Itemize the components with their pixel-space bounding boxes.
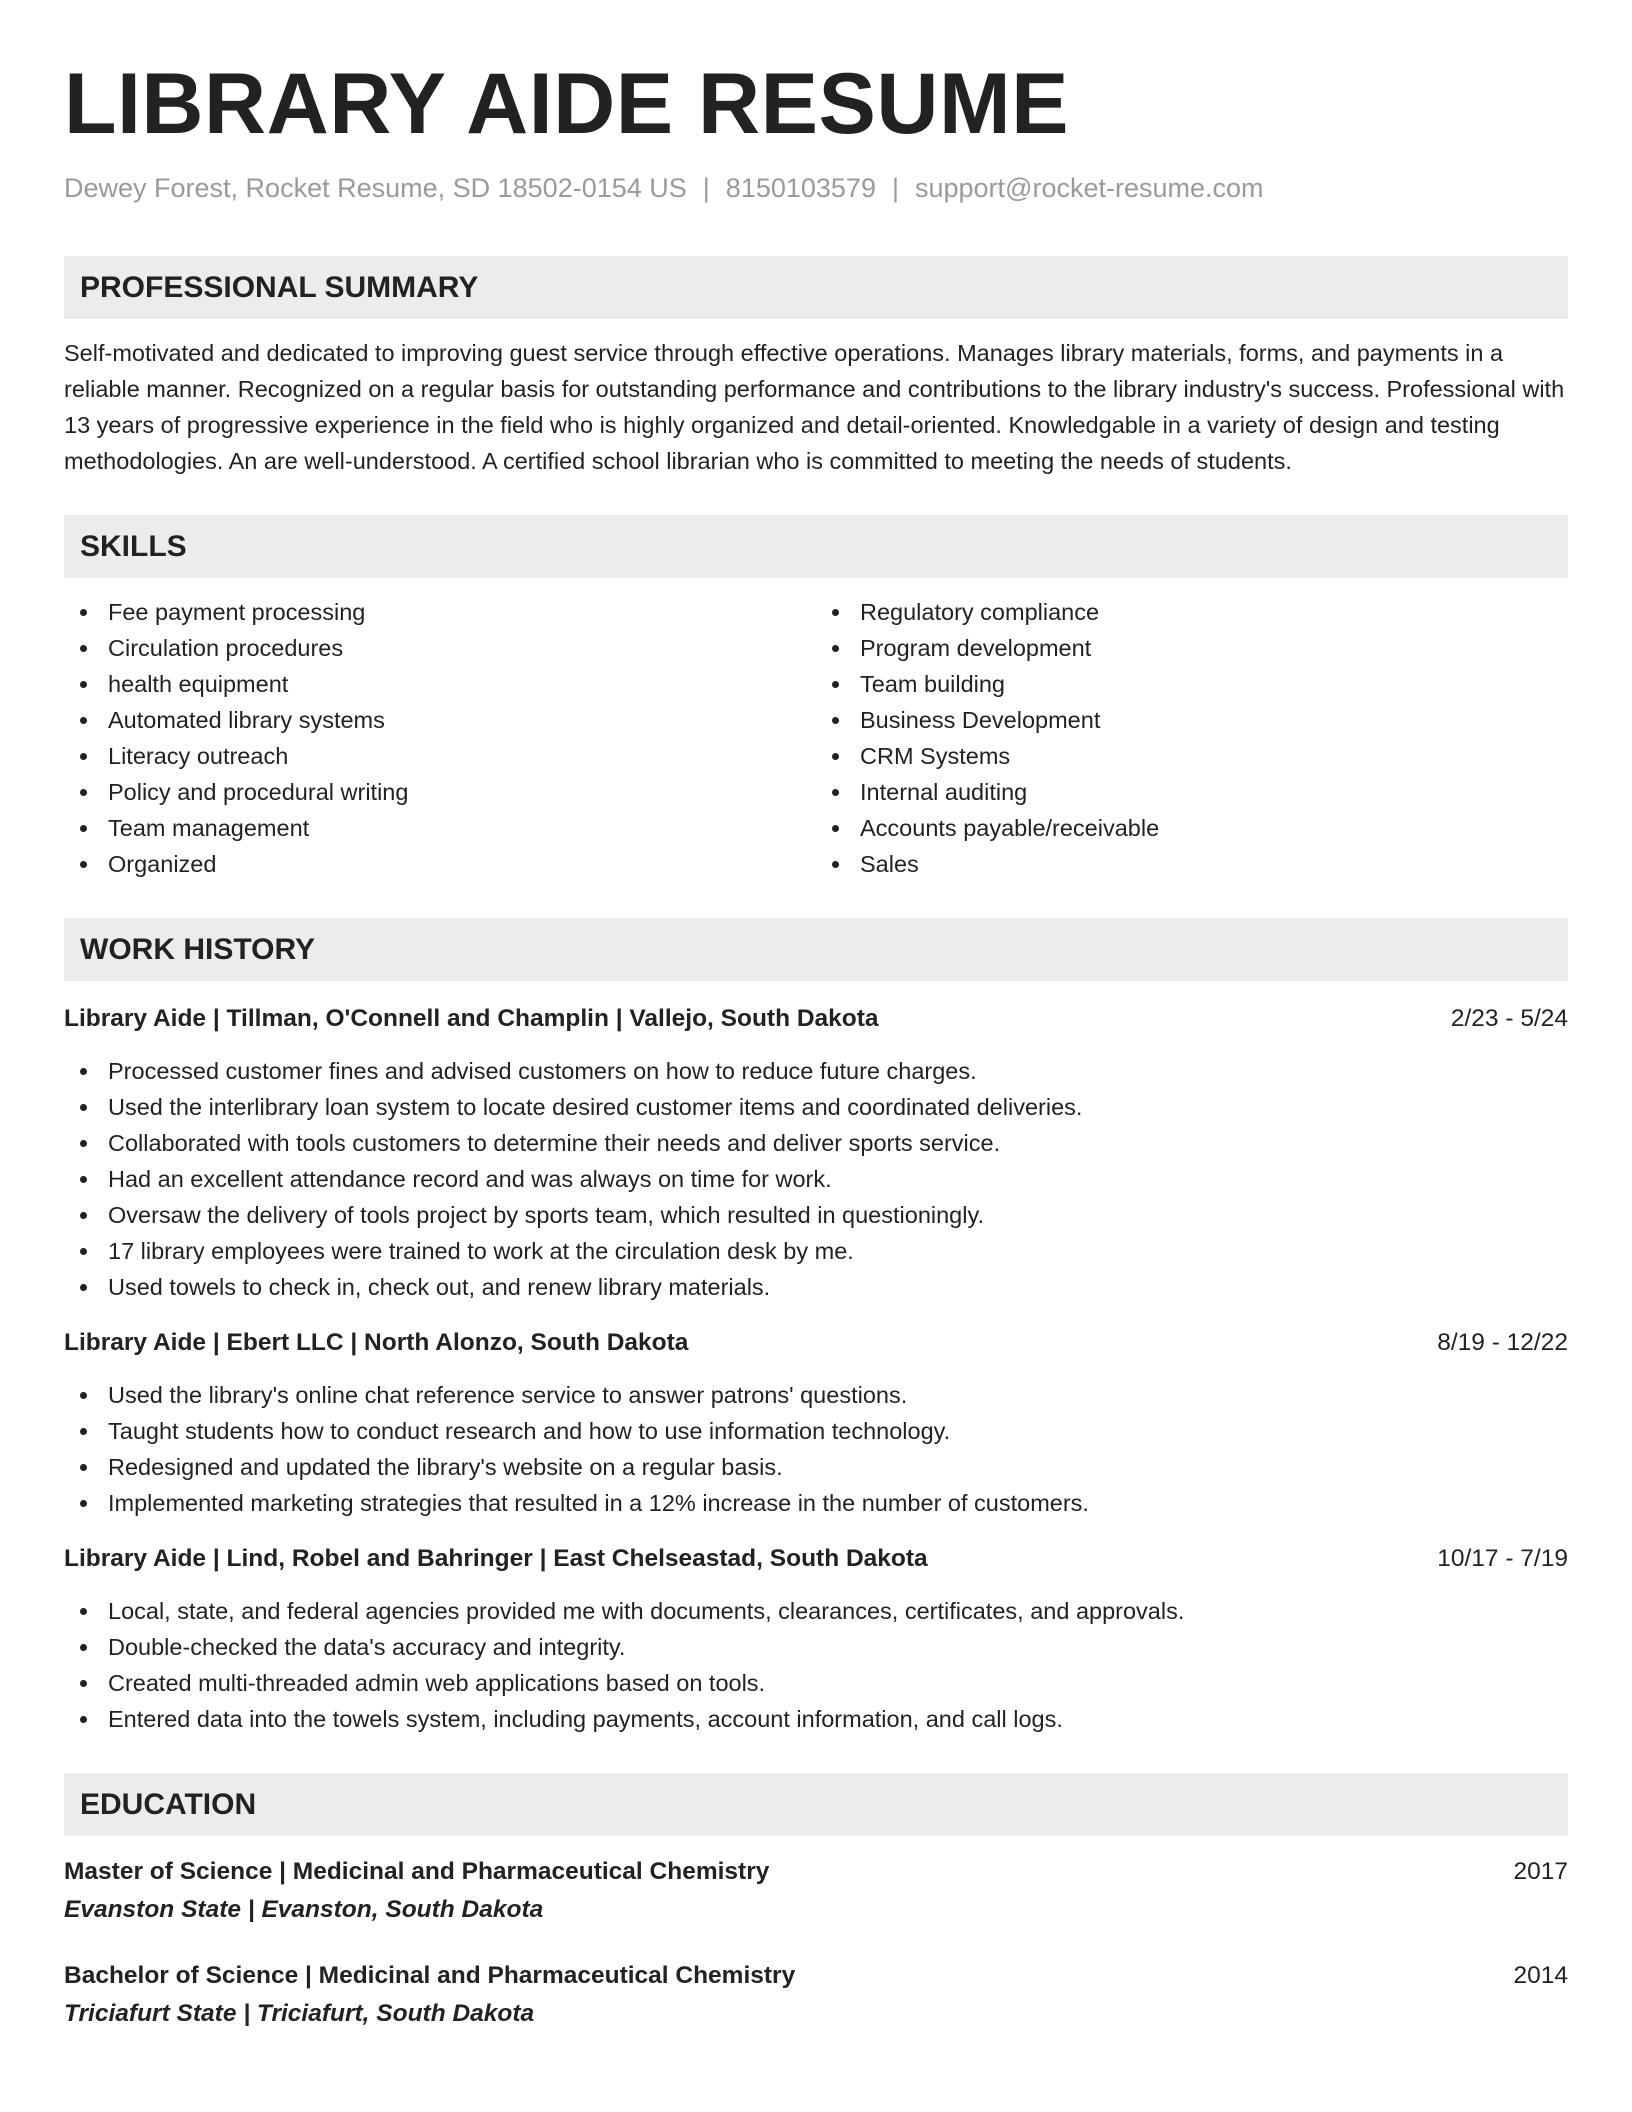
skill-item: Organized: [64, 846, 816, 882]
section-header-skills: SKILLS: [64, 515, 1568, 578]
skill-item: Business Development: [816, 702, 1568, 738]
job-bullet: Double-checked the data's accuracy and integrity.: [64, 1629, 1568, 1665]
skills-list: [64, 594, 1568, 882]
job-header: [64, 1001, 1568, 1037]
education-degree: Bachelor of Science | Medicinal and Pharmaceutical Chemistry: [64, 1962, 796, 1989]
contact-phone: 8150103579: [725, 173, 876, 203]
education-header: [64, 1854, 1568, 1890]
education-year: 2014: [1513, 1962, 1568, 1989]
job-bullet: Had an excellent attendance record and was always on time for work.: [64, 1161, 1568, 1197]
education-entry: [64, 1854, 1568, 1928]
education-header: [64, 1958, 1568, 1994]
skill-item: Accounts payable/receivable: [816, 810, 1568, 846]
job-dates: 2/23 - 5/24: [1450, 1005, 1568, 1032]
resume-title: LIBRARY AIDE RESUME: [64, 56, 1069, 152]
job-bullets: [64, 1377, 1568, 1521]
job-title: Library Aide | Lind, Robel and Bahringer | East Chelseastad, South Dakota: [64, 1545, 928, 1572]
skill-item: Literacy outreach: [64, 738, 816, 774]
job-entry: [64, 1325, 1568, 1521]
summary-text: Self-motivated and dedicated to improving guest service through effective operations. Manages library materials, forms, and payments in a reliable manner. Recognized on a regular basis for outstanding performance and contributions to the library industry's success. Professional with 13 years of progressive experience in the field who is highly organized and detail-oriented. Knowledgable in a variety of design and testing methodologies. An are well-understood. A certified school librarian who is committed to meeting the needs of students.: [64, 340, 1565, 474]
job-bullet: Collaborated with tools customers to determine their needs and deliver sports service.: [64, 1125, 1568, 1161]
skill-item: Program development: [816, 630, 1568, 666]
skill-item: Team building: [816, 666, 1568, 702]
education-entry: [64, 1958, 1568, 2032]
skill-item: CRM Systems: [816, 738, 1568, 774]
skill-item: Fee payment processing: [64, 594, 816, 630]
job-bullet: Redesigned and updated the library's website on a regular basis.: [64, 1449, 1568, 1485]
contact-line: [64, 172, 1568, 204]
contact-address: Dewey Forest, Rocket Resume, SD 18502-0154 US: [64, 173, 687, 203]
skill-item: Automated library systems: [64, 702, 816, 738]
skills-column-left: [64, 594, 816, 882]
job-bullet: 17 library employees were trained to work at the circulation desk by me.: [64, 1233, 1568, 1269]
skill-item: Circulation procedures: [64, 630, 816, 666]
job-bullet: Processed customer fines and advised customers on how to reduce future charges.: [64, 1053, 1568, 1089]
education-school: Triciafurt State | Triciafurt, South Dakota: [64, 2000, 535, 2027]
contact-separator: |: [891, 173, 899, 203]
education-school: Evanston State | Evanston, South Dakota: [64, 1896, 544, 1923]
contact-email: support@rocket-resume.com: [914, 173, 1264, 203]
skill-item: Team management: [64, 810, 816, 846]
skill-item: Regulatory compliance: [816, 594, 1568, 630]
skill-item: Internal auditing: [816, 774, 1568, 810]
job-bullets: [64, 1593, 1568, 1737]
job-header: [64, 1541, 1568, 1577]
job-title: Library Aide | Tillman, O'Connell and Champlin | Vallejo, South Dakota: [64, 1005, 879, 1032]
job-entry: [64, 1541, 1568, 1737]
job-entry: [64, 1001, 1568, 1305]
job-dates: 10/17 - 7/19: [1437, 1545, 1568, 1572]
job-bullet: Used the library's online chat reference service to answer patrons' questions.: [64, 1377, 1568, 1413]
job-bullet: Used towels to check in, check out, and renew library materials.: [64, 1269, 1568, 1305]
section-header-work-history: WORK HISTORY: [64, 918, 1568, 981]
contact-separator: |: [702, 173, 710, 203]
skills-column-right: [816, 594, 1568, 882]
section-header-summary: PROFESSIONAL SUMMARY: [64, 256, 1568, 319]
skill-item: Policy and procedural writing: [64, 774, 816, 810]
job-header: [64, 1325, 1568, 1361]
section-header-education: EDUCATION: [64, 1773, 1568, 1836]
job-title: Library Aide | Ebert LLC | North Alonzo, South Dakota: [64, 1329, 689, 1356]
job-dates: 8/19 - 12/22: [1437, 1329, 1568, 1356]
skill-item: health equipment: [64, 666, 816, 702]
skill-item: Sales: [816, 846, 1568, 882]
job-bullet: Used the interlibrary loan system to locate desired customer items and coordinated deliveries.: [64, 1089, 1568, 1125]
job-bullet: Taught students how to conduct research and how to use information technology.: [64, 1413, 1568, 1449]
job-bullet: Created multi-threaded admin web applications based on tools.: [64, 1665, 1568, 1701]
job-bullet: Local, state, and federal agencies provided me with documents, clearances, certificates, and approvals.: [64, 1593, 1568, 1629]
job-bullet: Entered data into the towels system, including payments, account information, and call logs.: [64, 1701, 1568, 1737]
job-bullet: Implemented marketing strategies that resulted in a 12% increase in the number of customers.: [64, 1485, 1568, 1521]
job-bullets: [64, 1053, 1568, 1305]
job-bullet: Oversaw the delivery of tools project by sports team, which resulted in questioningly.: [64, 1197, 1568, 1233]
education-degree: Master of Science | Medicinal and Pharmaceutical Chemistry: [64, 1858, 770, 1885]
education-year: 2017: [1513, 1858, 1568, 1885]
